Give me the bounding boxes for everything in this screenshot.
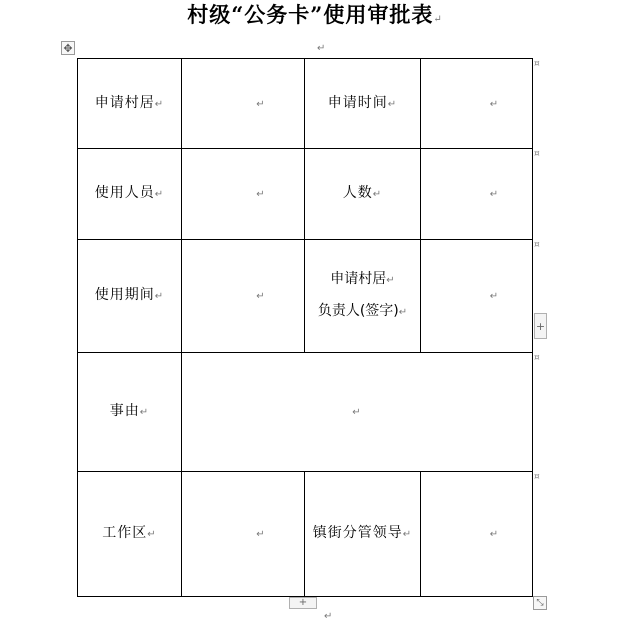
- period-value-cell[interactable]: [182, 240, 305, 353]
- paragraph-mark: ↵: [402, 529, 413, 540]
- town-leader-label: 镇街分管领导: [312, 525, 403, 541]
- resize-glyph: ⤡: [536, 598, 544, 608]
- paragraph-mark: ↵: [398, 307, 408, 318]
- label-cell[interactable]: [78, 353, 182, 472]
- paragraph-mark: ↵: [256, 98, 266, 110]
- apply-time-value-cell[interactable]: [421, 59, 533, 149]
- paragraph-mark: ↵: [489, 291, 500, 302]
- add-row-button[interactable]: [289, 597, 317, 609]
- paragraph-mark: ↵: [386, 275, 395, 286]
- paragraph-mark: ↵: [489, 189, 500, 200]
- table-resize-handle-icon[interactable]: [533, 596, 547, 610]
- row-end-mark: ¤: [534, 472, 540, 482]
- row-end-mark: ¤: [534, 59, 540, 69]
- paragraph-mark: ↵: [139, 407, 150, 418]
- label-cell[interactable]: [305, 240, 421, 353]
- row-end-mark: ¤: [534, 240, 540, 250]
- headcount-label: 人数: [342, 185, 373, 201]
- paragraph-mark: ↵: [256, 189, 266, 200]
- table-row: [78, 149, 533, 240]
- user-label: 使用人员: [94, 185, 155, 201]
- paragraph-mark: ↵: [256, 291, 266, 302]
- label-cell[interactable]: [78, 59, 182, 149]
- paragraph-mark: ↵: [489, 529, 500, 540]
- paragraph-mark: ↵: [154, 98, 165, 110]
- paragraph-mark: ↵: [433, 14, 443, 25]
- label-cell[interactable]: [305, 59, 421, 149]
- table-move-handle-icon[interactable]: [61, 41, 75, 55]
- title-text: 村级“公务卡”使用审批表: [187, 2, 434, 27]
- work-area-value-cell[interactable]: [182, 472, 305, 597]
- label-cell[interactable]: [78, 149, 182, 240]
- period-label: 使用期间: [94, 287, 155, 303]
- add-icon: +: [298, 597, 308, 608]
- move-glyph: ✥: [63, 41, 73, 55]
- reason-label: 事由: [109, 403, 140, 419]
- reason-value-cell[interactable]: [182, 353, 533, 472]
- label-cell[interactable]: [78, 472, 182, 597]
- table-row: [78, 353, 533, 472]
- paragraph-mark: ↵: [387, 98, 398, 110]
- table-row: [78, 240, 533, 353]
- table-row: [78, 472, 533, 597]
- paragraph-mark: ↵: [317, 43, 326, 54]
- village-label: 申请村居: [94, 94, 155, 111]
- label-cell[interactable]: [305, 472, 421, 597]
- paragraph-mark: ↵: [256, 529, 266, 540]
- paragraph-mark: ↵: [154, 291, 165, 302]
- paragraph-mark: ↵: [352, 407, 362, 418]
- table-row: [78, 59, 533, 149]
- paragraph-mark: ↵: [147, 529, 157, 540]
- paragraph-mark: ↵: [489, 98, 500, 110]
- town-leader-value-cell[interactable]: [421, 472, 533, 597]
- row-end-mark: ¤: [534, 353, 540, 363]
- add-column-button[interactable]: [534, 313, 547, 339]
- label-cell[interactable]: [78, 240, 182, 353]
- user-value-cell[interactable]: [182, 149, 305, 240]
- village-value-cell[interactable]: [182, 59, 305, 149]
- paragraph-mark: ↵: [154, 189, 165, 200]
- paragraph-mark: ↵: [324, 611, 333, 622]
- row-end-mark: ¤: [534, 149, 540, 159]
- work-area-label: 工作区: [102, 525, 148, 541]
- village-head-label-line2: 负责人(签字): [317, 303, 399, 319]
- document-title: [0, 2, 630, 33]
- village-head-label-line1: 申请村居: [330, 271, 387, 287]
- apply-time-label: 申请时间: [327, 94, 388, 111]
- label-cell[interactable]: [305, 149, 421, 240]
- signature-value-cell[interactable]: [421, 240, 533, 353]
- paragraph-mark: ↵: [372, 189, 383, 200]
- add-icon: +: [535, 319, 546, 333]
- approval-form-table: [77, 58, 533, 597]
- headcount-value-cell[interactable]: [421, 149, 533, 240]
